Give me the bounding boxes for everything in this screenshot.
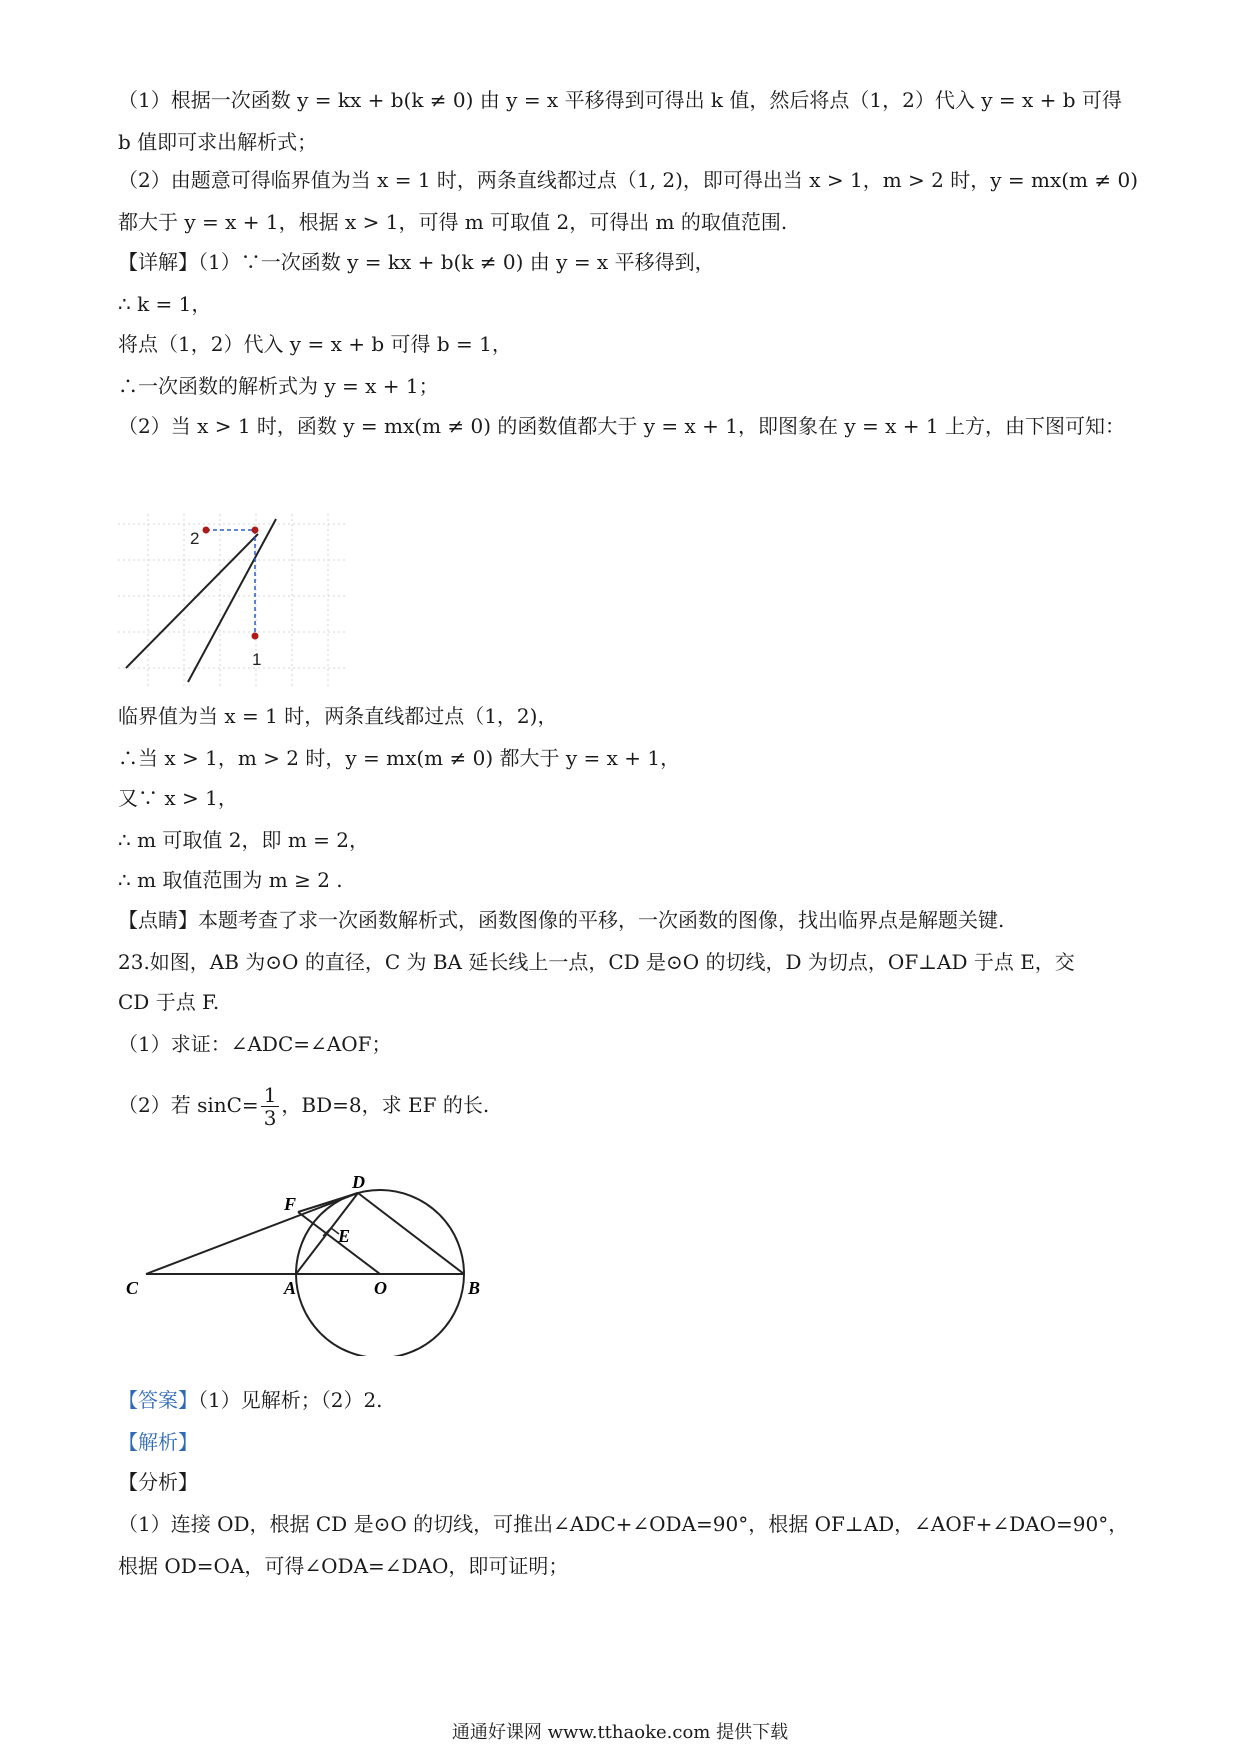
label-b: B bbox=[468, 1278, 481, 1298]
text-line: 临界值为当 x = 1 时，两条直线都过点（1，2)， bbox=[118, 704, 558, 728]
text-line: ∴ m 可取值 2，即 m = 2， bbox=[118, 828, 370, 852]
answer-line bbox=[118, 1386, 383, 1414]
analysis-line: 根据 OD=OA，可得∠ODA=∠DAO，即可证明； bbox=[118, 1554, 569, 1578]
fraction-denominator: 3 bbox=[263, 1106, 277, 1130]
graph-label-1: 1 bbox=[252, 650, 262, 669]
text-line: ∴ m 取值范围为 m ≥ 2 . bbox=[118, 868, 343, 892]
question-part-2-pre: （2）若 sinC= bbox=[118, 1093, 259, 1117]
text-line: ∴一次函数的解析式为 y = x + 1； bbox=[118, 374, 439, 398]
point-1-2 bbox=[252, 527, 259, 534]
question-part-2-post: ，BD=8，求 EF 的长. bbox=[281, 1093, 490, 1117]
label-a: A bbox=[284, 1278, 297, 1298]
text-line: b 值即可求出解析式； bbox=[118, 130, 318, 154]
analysis-line: （1）连接 OD，根据 CD 是⊙O 的切线，可推出∠ADC+∠ODA=90°，根据 OF⊥AD，∠AOF+∠DAO=90°， bbox=[118, 1512, 1129, 1536]
text-line: ∴当 x > 1，m > 2 时，y = mx(m ≠ 0) 都大于 y = x + 1， bbox=[118, 746, 681, 770]
geometry-figure bbox=[118, 1166, 498, 1356]
point-x-axis-1 bbox=[252, 633, 259, 640]
function-graph bbox=[118, 514, 348, 686]
label-d: D bbox=[352, 1172, 365, 1192]
label-f: F bbox=[284, 1194, 297, 1214]
question-part-2 bbox=[118, 1082, 489, 1129]
analysis-tag: 【解析】 bbox=[118, 1430, 198, 1454]
label-c: C bbox=[126, 1278, 139, 1298]
text-line: 都大于 y = x + 1，根据 x > 1，可得 m 可取值 2，可得出 m 的取值范围. bbox=[118, 210, 788, 234]
analysis-heading: 【分析】 bbox=[118, 1470, 198, 1494]
question-part-1: （1）求证：∠ADC=∠AOF； bbox=[118, 1032, 392, 1056]
page-footer: 通通好课网 www.tthaoke.com 提供下载 bbox=[451, 1722, 789, 1743]
text-line: 【点睛】本题考查了求一次函数解析式，函数图像的平移，一次函数的图像，找出临界点是解题关键. bbox=[118, 908, 1005, 932]
point-y-axis-2 bbox=[203, 527, 210, 534]
text-line: 又∵ x > 1， bbox=[118, 786, 238, 810]
line-y-equals-x-plus-1 bbox=[126, 534, 258, 668]
text-line: （2）由题意可得临界值为当 x = 1 时，两条直线都过点（1, 2)，即可得出当 x > 1，m > 2 时，y = mx(m ≠ 0) bbox=[118, 168, 1139, 192]
graph-label-2: 2 bbox=[190, 529, 200, 548]
line-y-equals-mx bbox=[188, 519, 276, 682]
answer-text: （1）见解析；（2）2. bbox=[198, 1388, 383, 1412]
text-line: （1）根据一次函数 y = kx + b(k ≠ 0) 由 y = x 平移得到可得出 k 值，然后将点（1，2）代入 y = x + b 可得 bbox=[118, 88, 1122, 112]
label-o: O bbox=[374, 1278, 387, 1298]
segment-db bbox=[358, 1193, 464, 1274]
question-text: 23.如图，AB 为⊙O 的直径，C 为 BA 延长线上一点，CD 是⊙O 的切线，D 为切点，OF⊥AD 于点 E，交 bbox=[118, 950, 1075, 974]
fraction bbox=[261, 1084, 280, 1129]
label-e: E bbox=[338, 1226, 351, 1246]
text-line: （2）当 x > 1 时，函数 y = mx(m ≠ 0) 的函数值都大于 y = x + 1，即图象在 y = x + 1 上方，由下图可知： bbox=[118, 414, 1125, 438]
text-line: 将点（1，2）代入 y = x + b 可得 b = 1， bbox=[118, 332, 512, 356]
text-line: 【详解】（1）∵一次函数 y = kx + b(k ≠ 0) 由 y = x 平移得到， bbox=[118, 250, 715, 274]
answer-tag: 【答案】 bbox=[118, 1388, 198, 1412]
question-text: CD 于点 F. bbox=[118, 990, 220, 1014]
fraction-numerator: 1 bbox=[261, 1084, 280, 1107]
text-line: ∴ k = 1， bbox=[118, 292, 212, 316]
